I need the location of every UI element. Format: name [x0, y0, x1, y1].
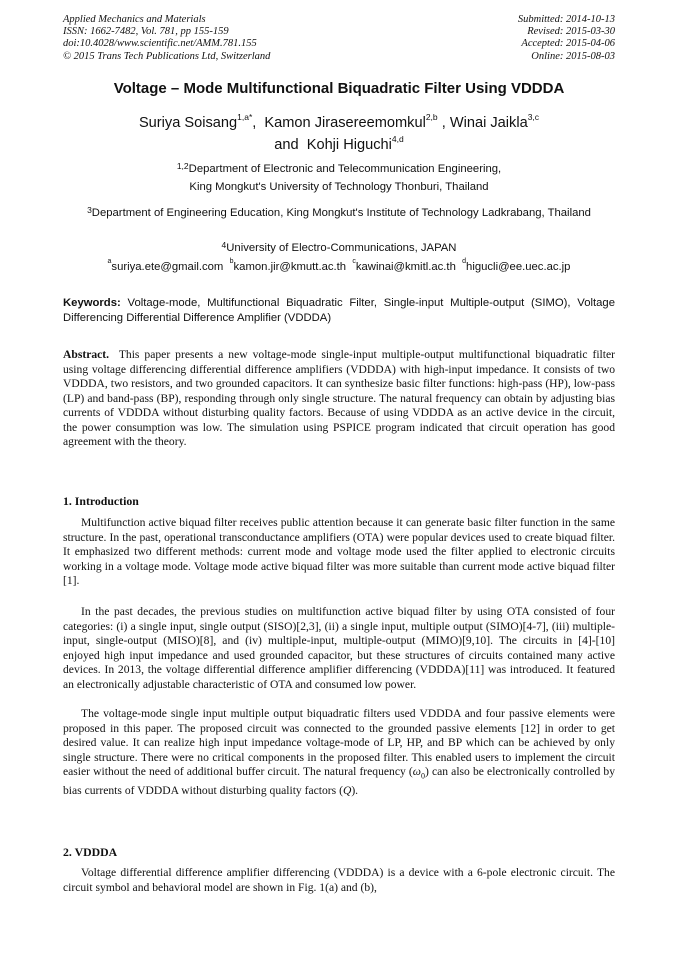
email-address[interactable]: higucli@ee.uec.ac.jp — [466, 261, 571, 273]
submission-dates — [518, 14, 615, 63]
date-accepted: Accepted: 2015-04-06 — [521, 38, 615, 50]
section-heading-introduction: 1. Introduction — [63, 494, 139, 508]
paragraph-text: ). — [351, 783, 359, 797]
author-sup: 2,b — [425, 112, 438, 122]
affiliation-3 — [60, 239, 618, 257]
affiliation-line: University of Electro-Communications, JAPAN — [226, 242, 457, 254]
paragraph: In the past decades, the previous studies on multifunction active biquad filter by using OTA consisted of four categories: (i) a single input, single output (SISO)[2,3], (ii) a single input, multiple output (SIMO)[4-7], (iii) multiple-input, single-output (MISO)[8], and (iv) multiple-input, multiple-output (MIMO)[9,10]. The circuits in [4]-[10] enjoyed high input impedance and used grounded capacitor, but these structures of circuits contained many active devices. In 2013, the voltage differential difference amplifier differencing (VDDDA)[11] was introduced. It featured an electronically adjustable characteristic of OTA and consumed low power. — [63, 605, 615, 691]
q-symbol: Q — [342, 783, 352, 797]
date-online: Online: 2015-08-03 — [531, 50, 615, 62]
affiliation-sup: 3 — [87, 205, 92, 215]
affiliation-sup: 4 — [221, 240, 227, 250]
email-address[interactable]: kawinai@kmitl.ac.th — [355, 261, 456, 273]
date-submitted: Submitted: 2014-10-13 — [517, 14, 615, 25]
omega-symbol: ω — [412, 765, 421, 778]
affiliation-line: Department of Engineering Education, King Mongkut's Institute of Technology Ladkrabang, Thailand — [91, 207, 591, 219]
author-line-1: Suriya Soisang$^{1,a*}$, Kamon Jirasereemomkul$^{2,b}$ , Winai Jaikla$^{3,c}$ — [138, 112, 540, 131]
omega-subscript: 0 — [420, 771, 425, 781]
author-sup: 4,d — [391, 134, 404, 144]
paper-title: Voltage – Mode Multifunctional Biquadratic Filter Using VDDDA — [113, 80, 565, 97]
author-sup: 3,c — [527, 112, 540, 122]
affiliation-1 — [60, 160, 618, 196]
journal-name: Applied Mechanics and Materials — [63, 14, 206, 25]
date-revised: Revised: 2015-03-30 — [527, 26, 615, 38]
journal-info — [63, 14, 270, 63]
email-sup: d — [462, 258, 467, 265]
author-name: Suriya Soisang — [138, 115, 238, 131]
author-sup: 1,a* — [237, 112, 253, 122]
affiliation-line: King Mongkut's University of Technology Thonburi, Thailand — [189, 181, 489, 193]
author-name: Winai Jaikla — [449, 115, 528, 131]
abstract-label: Abstract. — [63, 348, 110, 361]
paragraph-text: The voltage-mode single input multiple output biquadratic filters used VDDDA and four passive elements were proposed in this paper. The proposed circuit was connected to the grounded passive elements [12] in order to get desired value. It can realize high input impedance voltage-mode of LP, HP, and BP which can be achieved by only single structure. There were no critical components in the proposed filter. This enabled users to implement the circuit easier without the need of additional buffer circuit. The natural frequency ( — [63, 707, 615, 778]
abstract-text: This paper presents a new voltage-mode single-input multiple-output multifunctional biquadratic filter using voltage differencing differential difference amplifiers (VDDDA) with high-input impedance. It consists of two VDDDA, two resistors, and two grounded capacitors. It can synthesize basic filter functions: high-pass (HP), low-pass (LP) and band-pass (BP), responding through only single structure. The natural frequency can obtain by adjusting bias currents of VDDDA without disturbing quality factors. Because of using VDDDA as an active device in the circuit, the power consumption was low. The simulation using PSPICE program indicated that circuit operation has good agreement with the theory. — [63, 348, 615, 448]
email-sup: b — [229, 258, 234, 265]
email-sup: c — [352, 258, 356, 265]
affiliation-line: Department of Electronic and Telecommunication Engineering, — [188, 163, 502, 175]
keywords — [63, 296, 615, 325]
paragraph-text: ) can also be electronically controlled by bias currents of VDDDA without disturbing quality factors ( — [63, 765, 615, 797]
author-name: Kamon Jirasereemomkul — [264, 115, 426, 131]
affiliation-sup: 1,2 — [176, 161, 189, 171]
email-list — [0, 258, 678, 273]
section-heading-vddda: 2. VDDDA — [63, 845, 118, 859]
journal-copyright: © 2015 Trans Tech Publications Ltd, Switzerland — [63, 50, 271, 62]
abstract — [63, 348, 615, 450]
keywords-text: Voltage-mode, Multifunctional Biquadratic Filter, Single-input Multiple-output (SIMO), Voltage Differencing Differential Difference Amplifier (VDDDA) — [63, 297, 616, 324]
author-name: Kohji Higuchi — [306, 137, 392, 153]
journal-issn: ISSN: 1662-7482, Vol. 781, pp 155-159 — [63, 26, 229, 38]
paragraph: Voltage differential difference amplifier differencing (VDDDA) is a device with a 6-pole electronic circuit. The circuit symbol and behavioral model are shown in Fig. 1(a) and (b), — [63, 866, 615, 894]
paragraph: Multifunction active biquad filter receives public attention because it can generate basic filter function in the same structure. In the past, operational transconductance amplifiers (OTA) were popular devices used to create biquad filter. It emphasized two different methods: current mode and voltage mode used the filter applied to electronic circuits working in a voltage mode. Voltage mode active biquad filter was more suitable than current mode active biquad filter [1]. — [63, 516, 615, 587]
affiliation-2 — [60, 204, 618, 222]
email-address[interactable]: suriya.ete@gmail.com — [111, 261, 224, 273]
paragraph — [63, 707, 615, 798]
email-sup: a — [107, 258, 112, 265]
keywords-label: Keywords: — [63, 297, 121, 309]
email-address[interactable]: kamon.jir@kmutt.ac.th — [233, 261, 347, 273]
journal-doi: doi:10.4028/www.scientific.net/AMM.781.155 — [63, 38, 257, 50]
author-conjunction: and — [274, 137, 299, 153]
author-line-2 — [0, 134, 678, 153]
